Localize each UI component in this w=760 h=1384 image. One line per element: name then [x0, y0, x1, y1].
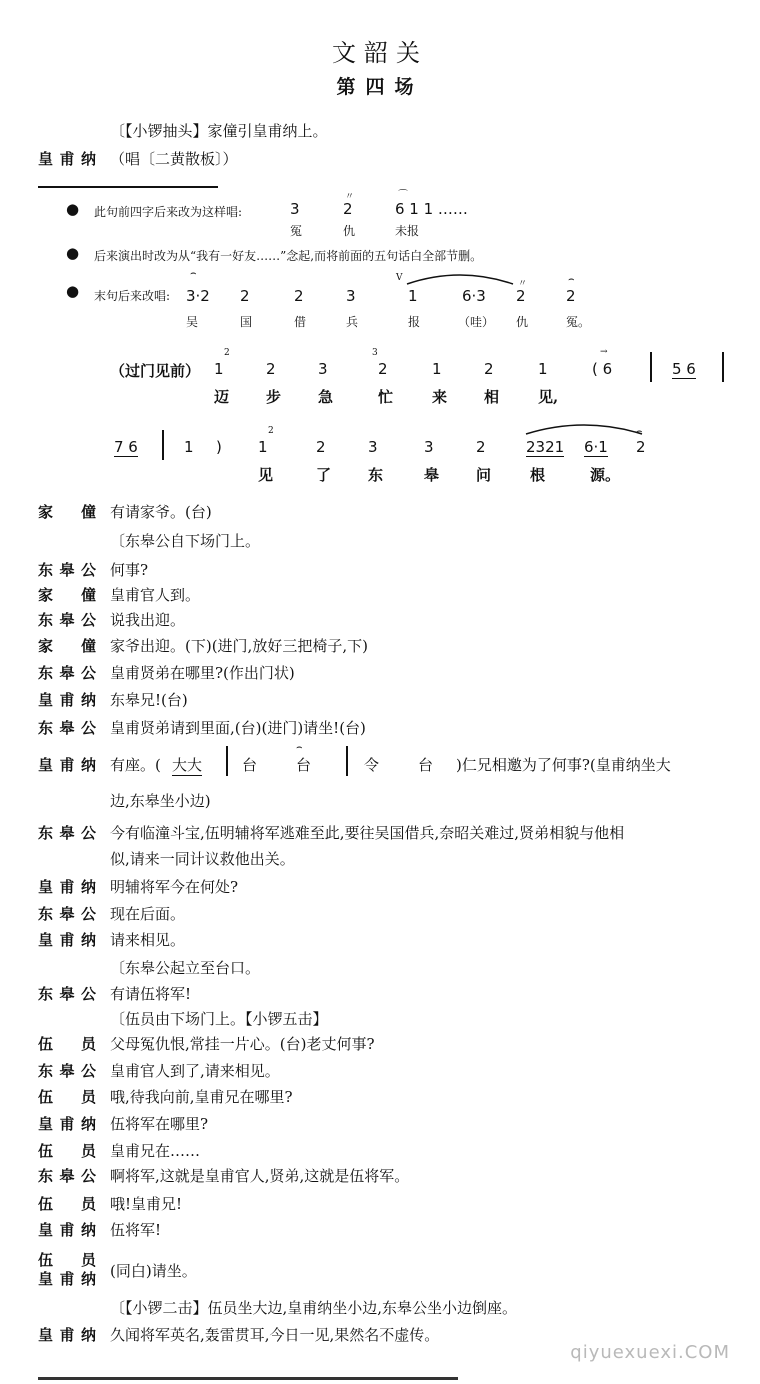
percussion-syllable: 大大 — [172, 756, 203, 774]
cut-off-line — [38, 1377, 458, 1380]
dialogue-line: 伍将军在哪里? — [110, 1115, 209, 1133]
lyric-char: 急 — [318, 388, 334, 406]
dialogue-line: 似,请来一同计议救他出关。 — [110, 850, 295, 868]
bar-line — [346, 746, 348, 776]
lyric-char: 吴 — [186, 315, 199, 329]
footnote-text: 后来演出时改为从“我有一好友……”念起,而将前面的五句话白全部节删。 — [94, 249, 483, 263]
jianpu-note: 2 — [476, 438, 486, 456]
lyric-char: 国 — [240, 315, 253, 329]
bar-line — [226, 746, 228, 776]
speaker-name: 伍员 — [38, 1035, 96, 1053]
jianpu-note: 2 — [636, 438, 646, 456]
breath-mark: 〃 — [518, 279, 528, 289]
speaker-name: 东皋公 — [38, 719, 96, 737]
jianpu-note: 6·3 — [462, 287, 486, 305]
speaker-name: 皇甫纳 — [38, 931, 96, 949]
lyric-char: （哇） — [458, 315, 495, 329]
grace-note: 3 — [372, 348, 378, 358]
lyric-char: 借 — [294, 315, 307, 329]
speaker-name: 伍员 — [38, 1251, 96, 1269]
lyric-char: 报 — [408, 315, 421, 329]
jianpu-note: 1 — [214, 360, 224, 378]
dialogue-line: (同白)请坐。 — [110, 1262, 197, 1280]
arrow-mark: → — [600, 347, 608, 357]
dialogue-line: 东皋兄!(台) — [110, 691, 188, 709]
jianpu-note: 2 — [378, 360, 388, 378]
speaker-name: 东皋公 — [38, 664, 96, 682]
lyric-char: 步 — [266, 388, 282, 406]
bar-line — [162, 430, 164, 460]
dialogue-line: 皇甫官人到了,请来相见。 — [110, 1062, 280, 1080]
percussion-syllable: 台 — [242, 756, 258, 774]
bullet-icon: ● — [66, 244, 80, 262]
speaker-name: 皇甫纳 — [38, 1221, 96, 1239]
footnote-divider — [38, 186, 218, 188]
jianpu-note: 3 — [318, 360, 328, 378]
lyric-char: 见 — [258, 466, 274, 484]
dialogue-line: 请来相见。 — [110, 931, 186, 949]
jianpu-note: 2 — [343, 200, 353, 218]
watermark-text: qiyuexuexi.COM — [570, 1342, 730, 1363]
speaker-name: 家僮 — [38, 503, 96, 521]
jianpu-note: 2 — [240, 287, 250, 305]
singing-mode: （唱〔二黄散板〕） — [110, 150, 238, 168]
jianpu-note: 5 6 — [672, 360, 696, 378]
lyric-char: 皋 — [424, 466, 440, 484]
stage-direction: 〔【小锣抽头】家僮引皇甫纳上。 — [110, 122, 328, 140]
lyric-char: 了 — [316, 466, 332, 484]
jianpu-note: ) — [216, 438, 222, 456]
percussion-syllable: 令 — [364, 756, 380, 774]
speaker-name: 皇甫纳 — [38, 878, 96, 896]
bar-line — [722, 352, 724, 382]
speaker-name: 皇甫纳 — [38, 691, 96, 709]
speaker-name: 伍员 — [38, 1142, 96, 1160]
jianpu-note: 6·1 — [584, 438, 608, 456]
jianpu-note: 2 — [484, 360, 494, 378]
scene-title: 第四场 — [336, 76, 424, 98]
lyric-char: 源。 — [590, 466, 621, 484]
jianpu-note: 3 — [424, 438, 434, 456]
lyric-char: 仇 — [343, 224, 356, 238]
dialogue-line: 哦!皇甫兄! — [110, 1195, 183, 1213]
jianpu-note: 6 1 1 …… — [395, 200, 468, 218]
jianpu-note: 2 — [294, 287, 304, 305]
speaker-name: 家僮 — [38, 637, 96, 655]
speaker-name: 东皋公 — [38, 985, 96, 1003]
jianpu-note: 1 — [258, 438, 268, 456]
speaker-name: 东皋公 — [38, 1062, 96, 1080]
dialogue-line: 有请伍将军! — [110, 985, 192, 1003]
bullet-icon: ● — [66, 200, 80, 218]
speaker-name: 东皋公 — [38, 1167, 96, 1185]
lyric-char: 根 — [530, 466, 546, 484]
breath-mark: V — [396, 273, 403, 283]
lyric-char: 未报 — [395, 224, 420, 238]
dialogue-line: 有座。( — [110, 756, 161, 774]
lyric-char: 东 — [368, 466, 384, 484]
lyric-char: 见, — [538, 388, 559, 406]
speaker-name: 皇甫纳 — [38, 756, 96, 774]
dialogue-line: 边,东皋坐小边) — [110, 792, 211, 810]
jianpu-note: ( 6 — [592, 360, 613, 378]
dialogue-line: 说我出迎。 — [110, 611, 186, 629]
breath-mark: 〃 — [345, 192, 355, 202]
lyric-char: 来 — [432, 388, 448, 406]
jianpu-note: 1 — [184, 438, 194, 456]
speaker-name: 伍员 — [38, 1088, 96, 1106]
speaker-name: 东皋公 — [38, 561, 96, 579]
dialogue-line: 家爷出迎。(下)(进门,放好三把椅子,下) — [110, 637, 368, 655]
speaker-name: 家僮 — [38, 586, 96, 604]
footnote-text: 末句后来改唱: — [94, 289, 171, 303]
speaker-name: 皇甫纳 — [38, 1115, 96, 1133]
grace-note: 2 — [268, 426, 274, 436]
slur-arc — [524, 420, 644, 436]
speaker-name: 皇甫纳 — [38, 150, 96, 168]
dialogue-line: 有请家爷。(台) — [110, 503, 212, 521]
lyric-char: 忙 — [378, 388, 394, 406]
speaker-name: 东皋公 — [38, 905, 96, 923]
lyric-char: 迈 — [214, 388, 230, 406]
dialogue-line: 现在后面。 — [110, 905, 186, 923]
stage-direction: 〔东皋公起立至台口。 — [110, 959, 261, 977]
fermata-mark: ⌢ — [190, 268, 197, 279]
jianpu-note: 3·2 — [186, 287, 210, 305]
jianpu-note: 2 — [266, 360, 276, 378]
dialogue-line: 哦,待我向前,皇甫兄在哪里? — [110, 1088, 293, 1106]
jianpu-note: 3 — [368, 438, 378, 456]
score-label: （过门见前） — [110, 362, 201, 380]
lyric-char: 问 — [476, 466, 492, 484]
dialogue-line: 明辅将军今在何处? — [110, 878, 239, 896]
dialogue-line: 啊将军,这就是皇甫官人,贤弟,这就是伍将军。 — [110, 1167, 410, 1185]
lyric-char: 仇 — [516, 315, 529, 329]
jianpu-note: 2321 — [526, 438, 565, 456]
jianpu-note: 7 6 — [114, 438, 138, 456]
percussion-syllable: 台 — [418, 756, 434, 774]
fermata-mark: ⌢ — [636, 426, 643, 437]
lyric-char: 冤 — [290, 224, 303, 238]
lyric-char: 冤。 — [566, 315, 591, 329]
stage-direction: 〔【小锣二击】伍员坐大边,皇甫纳坐小边,东皋公坐小边倒座。 — [110, 1299, 518, 1317]
lyric-char: 相 — [484, 388, 500, 406]
jianpu-note: 2 — [316, 438, 326, 456]
bar-line — [650, 352, 652, 382]
bullet-icon: ● — [66, 282, 80, 300]
speaker-name: 皇甫纳 — [38, 1270, 96, 1288]
slur-mark: ⌒ — [398, 190, 408, 201]
jianpu-note: 2 — [516, 287, 526, 305]
dialogue-line: )仁兄相邀为了何事?(皇甫纳坐大 — [456, 756, 671, 774]
page-title: 文韶关 — [332, 39, 428, 67]
jianpu-note: 3 — [290, 200, 300, 218]
dialogue-line: 皇甫官人到。 — [110, 586, 201, 604]
dialogue-line: 皇甫贤弟请到里面,(台)(进门)请坐!(台) — [110, 719, 366, 737]
fermata-mark: ⌢ — [296, 742, 303, 753]
jianpu-note: 1 — [408, 287, 418, 305]
stage-direction: 〔东皋公自下场门上。 — [110, 532, 261, 550]
jianpu-note: 2 — [566, 287, 576, 305]
jianpu-note: 1 — [432, 360, 442, 378]
jianpu-note: 3 — [346, 287, 356, 305]
dialogue-line: 皇甫兄在…… — [110, 1142, 201, 1160]
lyric-char: 兵 — [346, 315, 359, 329]
dialogue-line: 父母冤仇恨,常挂一片心。(台)老丈何事? — [110, 1035, 375, 1053]
dialogue-line: 皇甫贤弟在哪里?(作出门状) — [110, 664, 295, 682]
speaker-name: 东皋公 — [38, 611, 96, 629]
fermata-mark: ⌢ — [568, 274, 575, 285]
speaker-name: 皇甫纳 — [38, 1326, 96, 1344]
dialogue-line: 何事? — [110, 561, 149, 579]
dialogue-line: 今有临潼斗宝,伍明辅将军逃难至此,要往吴国借兵,奈昭关难过,贤弟相貌与他相 — [110, 824, 625, 842]
dialogue-line: 久闻将军英名,轰雷贯耳,今日一见,果然名不虚传。 — [110, 1326, 440, 1344]
slur-arc — [405, 270, 515, 286]
dialogue-line: 伍将军! — [110, 1221, 162, 1239]
speaker-name: 东皋公 — [38, 824, 96, 842]
footnote-text: 此句前四字后来改为这样唱: — [94, 205, 243, 219]
speaker-name: 伍员 — [38, 1195, 96, 1213]
stage-direction: 〔伍员由下场门上。【小锣五击】 — [110, 1010, 328, 1028]
grace-note: 2 — [224, 348, 230, 358]
percussion-syllable: 台 — [296, 756, 312, 774]
jianpu-note: 1 — [538, 360, 548, 378]
